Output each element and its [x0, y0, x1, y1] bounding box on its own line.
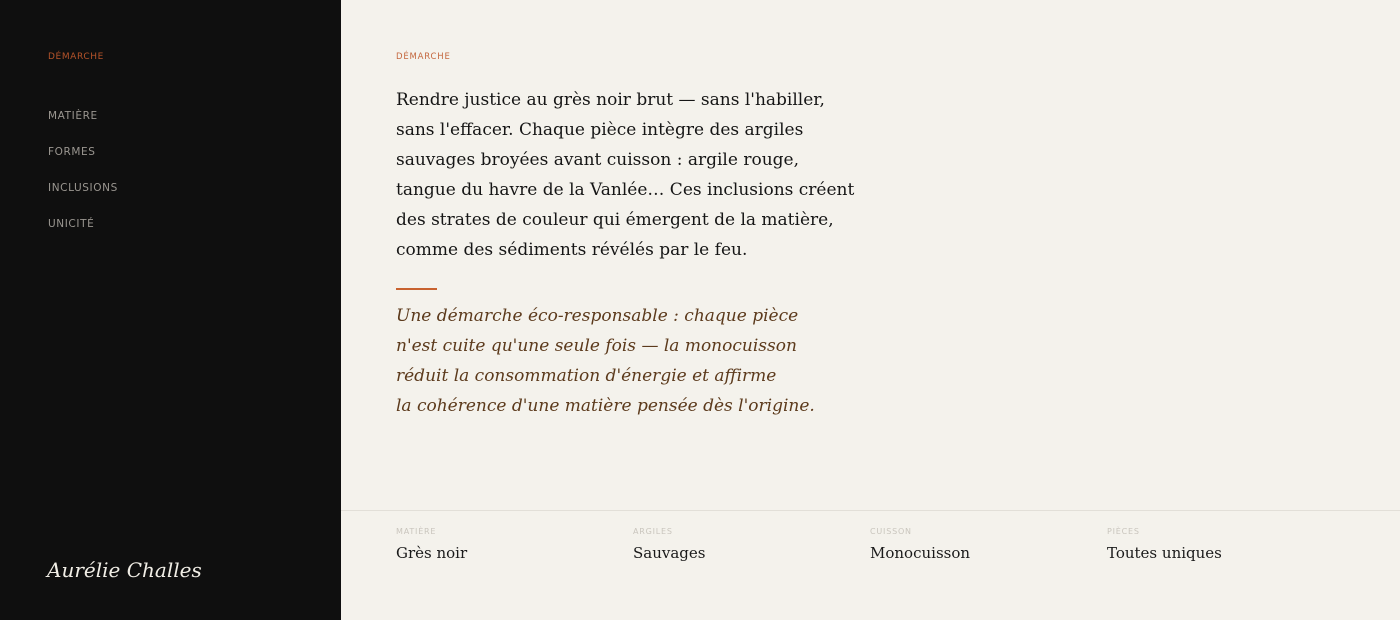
lead-paragraph [396, 85, 936, 265]
facts-divider [341, 510, 1400, 511]
sidebar-item-inclusions[interactable]: INCLUSIONS [48, 182, 118, 194]
lead-line: Rendre justice au grès noir brut — sans l'habiller, [396, 90, 825, 110]
fact-value: Monocuisson [870, 544, 971, 562]
fact-value: Toutes uniques [1107, 544, 1222, 562]
sidebar-item-formes[interactable]: FORMES [48, 146, 96, 158]
quote-line: la cohérence d'une matière pensée dès l'origine. [396, 396, 815, 416]
lead-line: tangue du havre de la Vanlée… Ces inclusions créent [396, 180, 855, 200]
fact-cuisson [870, 527, 1090, 562]
lead-line: sauvages broyées avant cuisson : argile rouge, [396, 150, 799, 170]
sidebar-section-label: DÉMARCHE [48, 52, 104, 62]
lead-line: des strates de couleur qui émergent de la matière, [396, 210, 834, 230]
fact-value: Sauvages [633, 544, 706, 562]
fact-argiles [633, 527, 853, 562]
fact-label: PIÈCES [1107, 527, 1140, 536]
quote-line: Une démarche éco-responsable : chaque pièce [396, 306, 799, 326]
accent-rule [396, 288, 437, 290]
pull-quote [396, 301, 815, 421]
fact-label: MATIÈRE [396, 527, 437, 536]
quote-line: n'est cuite qu'une seule fois — la monocuisson [396, 336, 797, 356]
main-content [341, 0, 1400, 620]
fact-pieces [1107, 527, 1327, 562]
section-eyebrow: DÉMARCHE [396, 52, 451, 62]
sidebar-item-matiere[interactable]: MATIÈRE [48, 110, 98, 122]
fact-matiere [396, 527, 616, 562]
sidebar-nav [48, 110, 118, 254]
facts-row [396, 527, 1356, 577]
fact-label: ARGILES [633, 527, 673, 536]
lead-line: comme des sédiments révélés par le feu. [396, 240, 748, 260]
quote-line: réduit la consommation d'énergie et affirme [396, 366, 777, 386]
fact-value: Grès noir [396, 544, 468, 562]
artist-name: Aurélie Challes [47, 558, 202, 582]
sidebar-item-unicite[interactable]: UNICITÉ [48, 218, 95, 230]
lead-line: sans l'effacer. Chaque pièce intègre des argiles [396, 120, 804, 140]
fact-label: CUISSON [870, 527, 912, 536]
sidebar [0, 0, 341, 620]
